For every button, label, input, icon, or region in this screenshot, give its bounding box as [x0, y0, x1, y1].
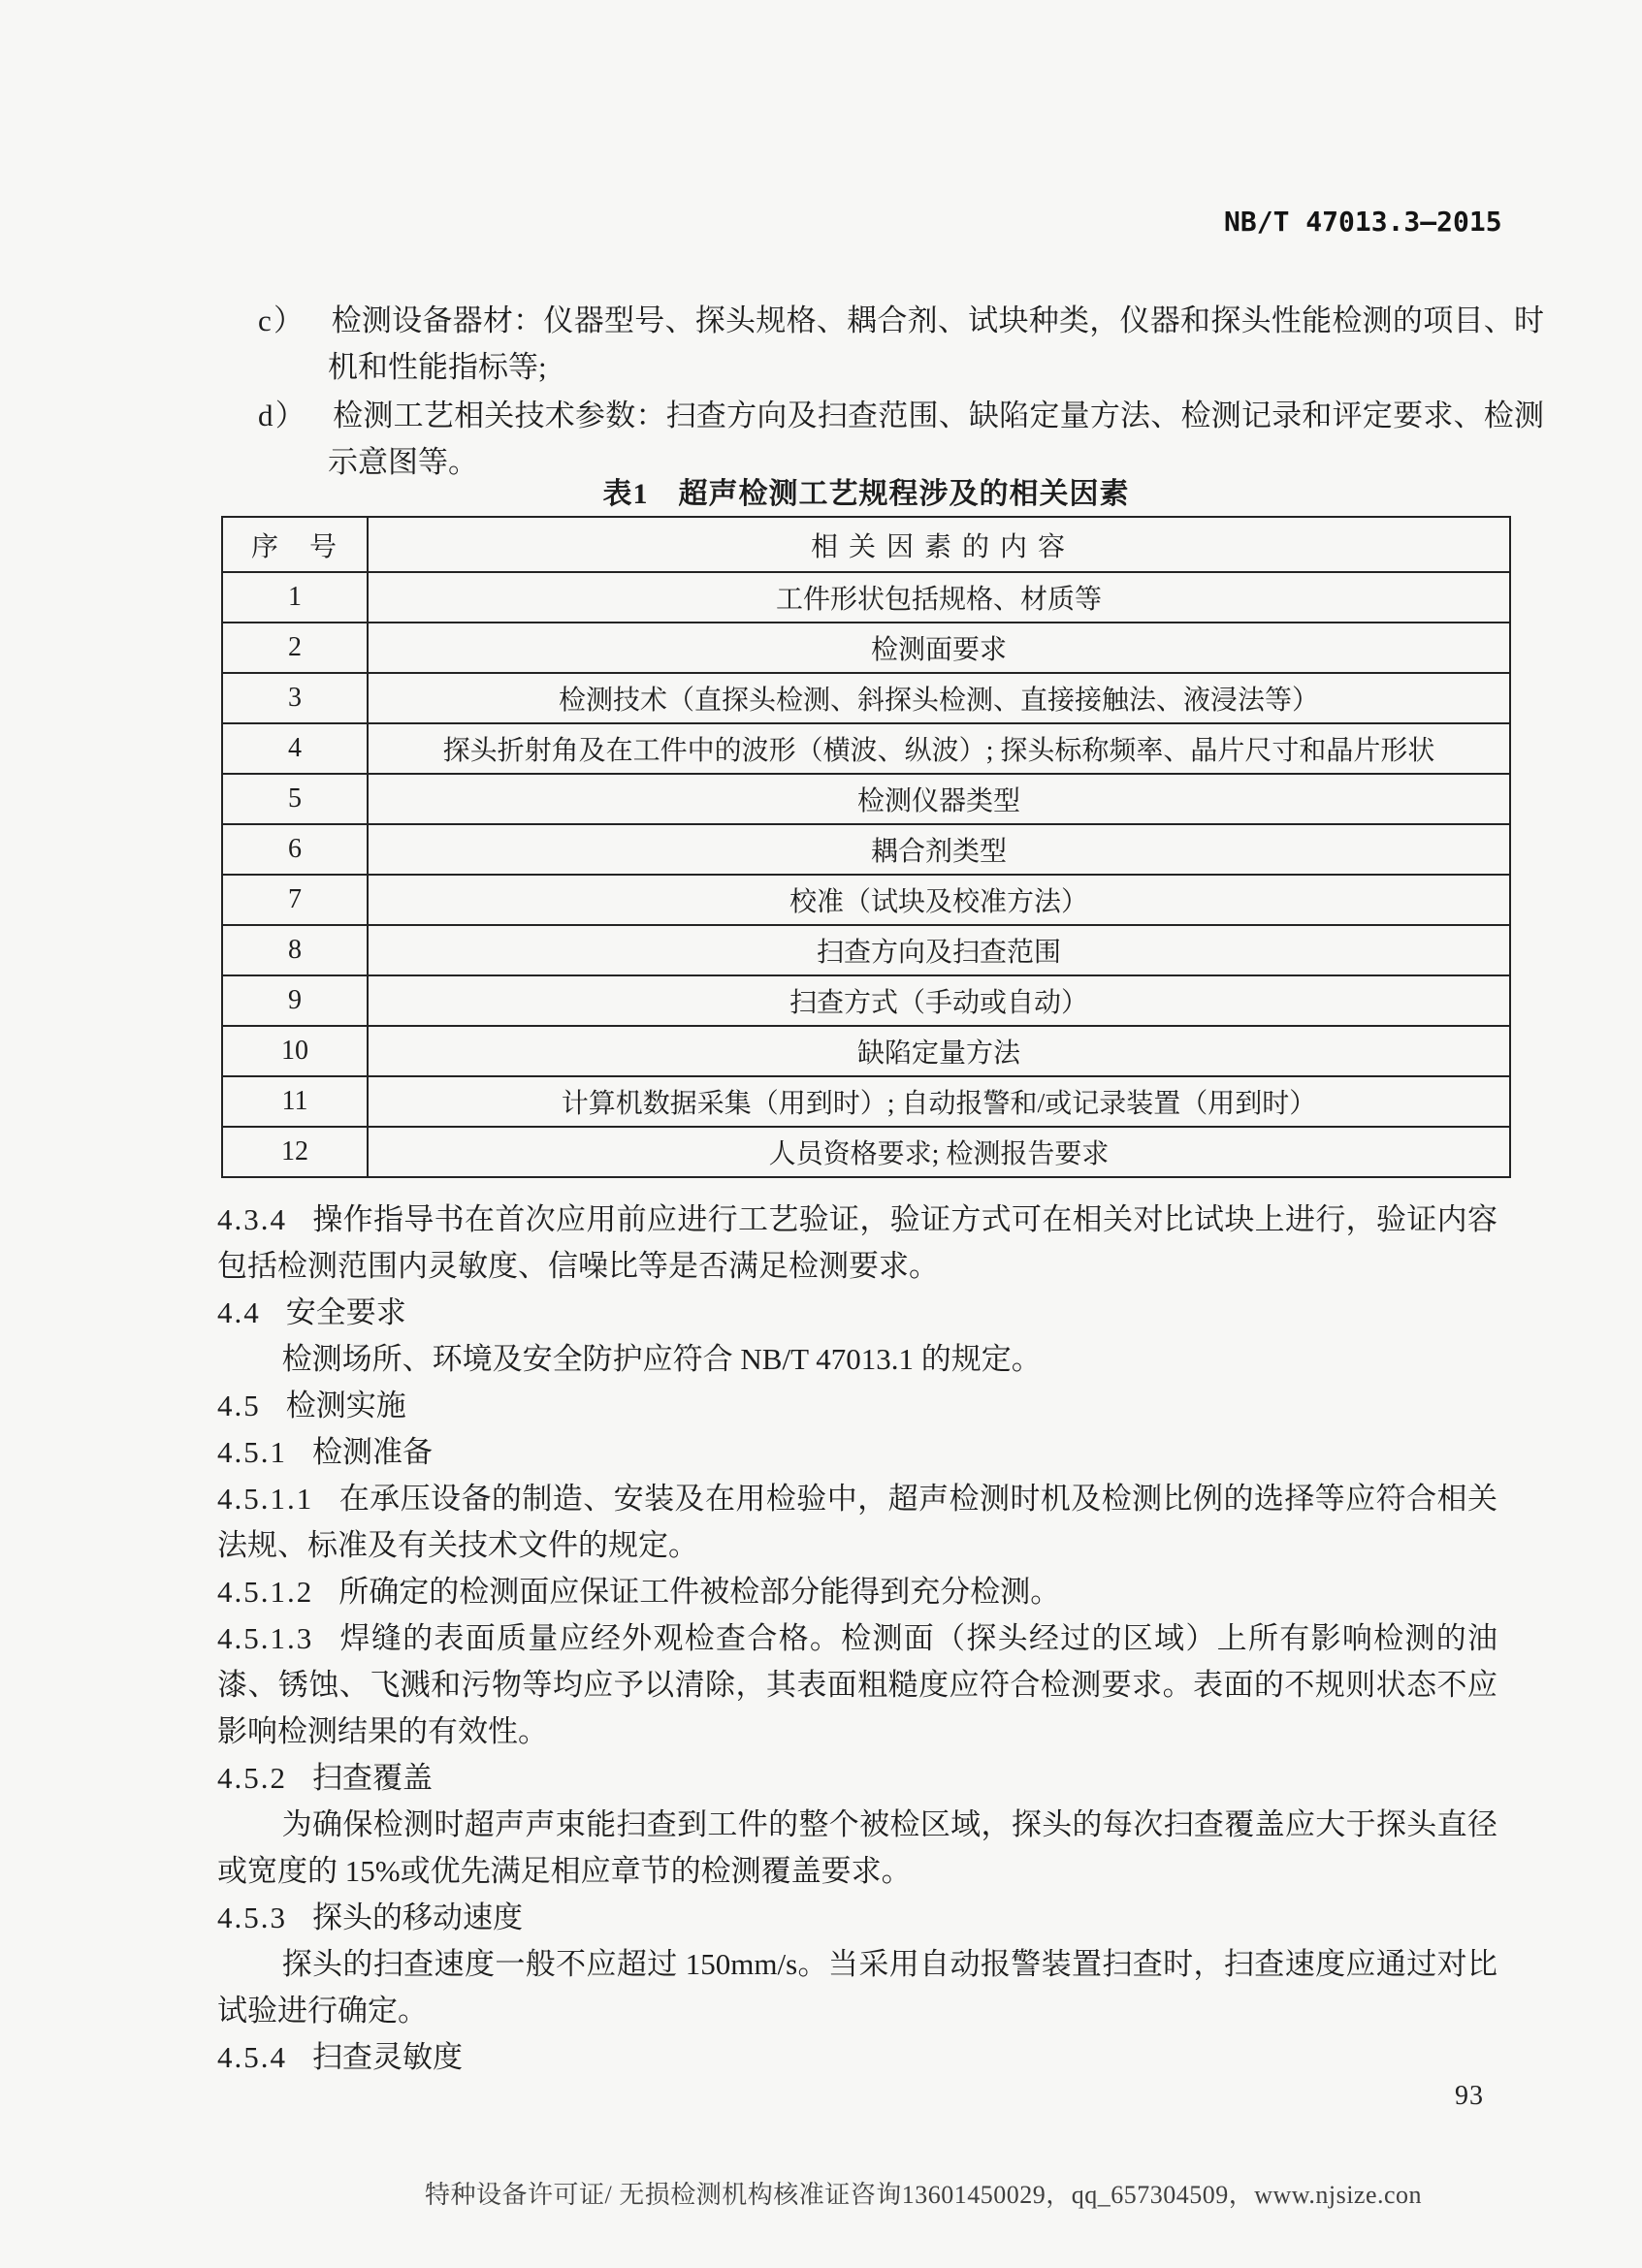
clause-number: 4.5.1	[217, 1435, 287, 1469]
row-content: 检测仪器类型	[368, 774, 1510, 824]
row-number: 11	[222, 1076, 368, 1127]
clause-4-5-3-body	[217, 1941, 1497, 2034]
clause-text: 在承压设备的制造、安装及在用检验中，超声检测时机及检测比例的选择等应符合相关法规、标准及有关技术文件的规定。	[217, 1482, 1497, 1562]
factors-table	[221, 516, 1511, 1178]
clause-number: 4.3.4	[217, 1202, 287, 1236]
row-number: 5	[222, 774, 368, 824]
row-content: 工件形状包括规格、材质等	[368, 572, 1510, 623]
table-row	[222, 1026, 1510, 1076]
row-number: 3	[222, 673, 368, 723]
clause-4-5-2-body	[217, 1802, 1497, 1895]
list-item-text: 检测工艺相关技术参数：扫查方向及扫查范围、缺陷定量方法、检测记录和评定要求、检测示意图等。	[328, 399, 1544, 479]
list-item-text: 检测设备器材：仪器型号、探头规格、耦合剂、试块种类，仪器和探头性能检测的项目、时机和性能指标等;	[328, 303, 1544, 384]
row-number: 7	[222, 875, 368, 925]
list-item-c	[258, 298, 1544, 391]
table-title: 表1 超声检测工艺规程涉及的相关因素	[602, 478, 1130, 510]
row-content: 耦合剂类型	[368, 824, 1510, 875]
row-number: 12	[222, 1127, 368, 1177]
col-header-no: 序 号	[222, 517, 368, 572]
clause-text: 扫查覆盖	[312, 1761, 433, 1795]
table-row	[222, 723, 1510, 774]
clause-number: 4.4	[217, 1295, 261, 1329]
clause-text: 操作指导书在首次应用前应进行工艺验证，验证方式可在相关对比试块上进行，验证内容包括检测范围内灵敏度、信噪比等是否满足检测要求。	[217, 1202, 1497, 1283]
clause-text: 焊缝的表面质量应经外观检查合格。检测面（探头经过的区域）上所有影响检测的油漆、锈蚀、飞溅和污物等均应予以清除，其表面粗糙度应符合检测要求。表面的不规则状态不应影响检测结果的有效性。	[217, 1621, 1497, 1748]
row-content: 人员资格要求; 检测报告要求	[368, 1127, 1510, 1177]
clause-4-5-3	[217, 1895, 1497, 1941]
clause-text: 探头的移动速度	[312, 1901, 523, 1934]
row-content: 校准（试块及校准方法）	[368, 875, 1510, 925]
clause-4-3-4	[217, 1197, 1497, 1290]
clause-text: 扫查灵敏度	[312, 2040, 463, 2074]
table-row	[222, 623, 1510, 673]
clause-number: 4.5.1.2	[217, 1575, 314, 1609]
list-marker: d）	[258, 399, 307, 432]
clause-number: 4.5.4	[217, 2040, 287, 2074]
clause-4-5-1-2	[217, 1569, 1497, 1615]
table-row	[222, 875, 1510, 925]
clause-number: 4.5	[217, 1389, 261, 1422]
list-marker: c）	[258, 303, 306, 337]
table-row	[222, 824, 1510, 875]
row-number: 2	[222, 623, 368, 673]
row-content: 探头折射角及在工件中的波形（横波、纵波）; 探头标称频率、晶片尺寸和晶片形状	[368, 723, 1510, 774]
clause-number: 4.5.1.1	[217, 1482, 314, 1516]
row-number: 1	[222, 572, 368, 623]
clauses	[217, 1197, 1497, 2081]
col-header-content: 相 关 因 素 的 内 容	[368, 517, 1510, 572]
clause-4-4	[217, 1290, 1497, 1336]
clause-4-4-body	[217, 1336, 1497, 1383]
clause-4-5-1	[217, 1429, 1497, 1476]
table-row	[222, 1127, 1510, 1177]
footer-watermark: 特种设备许可证/ 无损检测机构核准证咨询13601450029，qq_657304509，www.njsize.con	[425, 2181, 1423, 2209]
row-number: 6	[222, 824, 368, 875]
clause-number: 4.5.1.3	[217, 1621, 314, 1655]
table-row	[222, 774, 1510, 824]
clause-4-5-1-1	[217, 1476, 1497, 1569]
table-row	[222, 572, 1510, 623]
row-content: 计算机数据采集（用到时）; 自动报警和/或记录装置（用到时）	[368, 1076, 1510, 1127]
clause-text: 检测场所、环境及安全防护应符合 NB/T 47013.1 的规定。	[281, 1342, 1042, 1376]
table-header-row	[222, 517, 1510, 572]
row-number: 9	[222, 975, 368, 1026]
clause-text: 所确定的检测面应保证工件被检部分能得到充分检测。	[338, 1575, 1061, 1609]
clause-text: 为确保检测时超声声束能扫查到工件的整个被检区域，探头的每次扫查覆盖应大于探头直径或宽度的 15%或优先满足相应章节的检测覆盖要求。	[217, 1807, 1497, 1888]
clause-text: 探头的扫查速度一般不应超过 150mm/s。当采用自动报警装置扫查时，扫查速度应通过对比试验进行确定。	[217, 1947, 1497, 2028]
clause-4-5-1-3	[217, 1615, 1497, 1755]
row-content: 缺陷定量方法	[368, 1026, 1510, 1076]
table-row	[222, 975, 1510, 1026]
clause-number: 4.5.2	[217, 1761, 287, 1795]
row-content: 检测技术（直探头检测、斜探头检测、直接接触法、液浸法等）	[368, 673, 1510, 723]
row-number: 8	[222, 925, 368, 975]
row-number: 4	[222, 723, 368, 774]
row-content: 检测面要求	[368, 623, 1510, 673]
table-row	[222, 1076, 1510, 1127]
clause-4-5-4	[217, 2034, 1497, 2081]
row-content: 扫查方式（手动或自动）	[368, 975, 1510, 1026]
standard-number: NB/T 47013.3—2015	[1224, 206, 1502, 238]
table-row	[222, 673, 1510, 723]
clause-text: 检测准备	[312, 1435, 433, 1469]
clause-text: 检测实施	[285, 1389, 406, 1422]
row-content: 扫查方向及扫查范围	[368, 925, 1510, 975]
row-number: 10	[222, 1026, 368, 1076]
page-number: 93	[1455, 2081, 1484, 2111]
clause-4-5	[217, 1383, 1497, 1429]
clause-number: 4.5.3	[217, 1901, 287, 1934]
table-row	[222, 925, 1510, 975]
clause-text: 安全要求	[285, 1295, 406, 1329]
clause-4-5-2	[217, 1755, 1497, 1802]
